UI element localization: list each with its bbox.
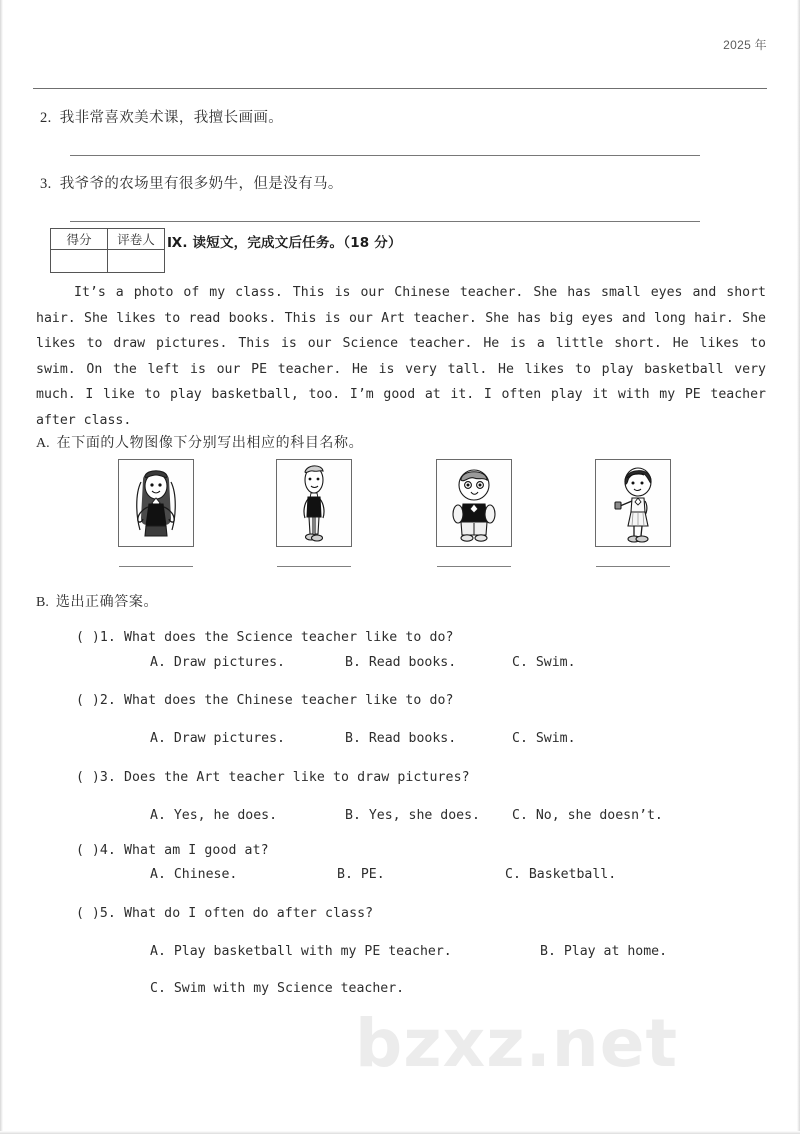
question-3-bracket[interactable]: ( ): [76, 770, 100, 785]
header-divider: [33, 88, 767, 89]
question-5-option-a[interactable]: A. Play basketball with my PE teacher.: [150, 944, 452, 959]
translation-item-3-text: 我爷爷的农场里有很多奶牛，但是没有马。: [59, 176, 343, 192]
answer-line-2[interactable]: [70, 155, 700, 156]
part-a-instruction: 在下面的人物图像下分别写出相应的科目名称。: [56, 435, 364, 451]
site-watermark: bzxz.net: [355, 1005, 679, 1082]
question-5-option-b[interactable]: B. Play at home.: [540, 944, 668, 959]
score-box-score-cell[interactable]: [51, 250, 108, 273]
translation-item-2-text: 我非常喜欢美术课，我擅长画画。: [59, 110, 284, 126]
question-4-option-b[interactable]: B. PE.: [337, 867, 385, 882]
question-1-option-a[interactable]: A. Draw pictures.: [150, 655, 285, 670]
question-4-option-a[interactable]: A. Chinese.: [150, 867, 238, 882]
question-5-bracket[interactable]: ( ): [76, 906, 100, 921]
question-5-line: [76, 906, 373, 921]
tall-thin-man-icon: [277, 460, 351, 546]
score-box-value-row: [51, 250, 165, 273]
question-4-option-c[interactable]: C. Basketball.: [505, 867, 617, 882]
question-3-line: [76, 770, 470, 785]
translation-item-3: [40, 172, 343, 193]
figure-box-4: [595, 459, 671, 547]
question-1-stem: What does the Science teacher like to do?: [123, 630, 454, 645]
figure-row: [118, 459, 688, 549]
figure-answer-blank-2[interactable]: [277, 566, 351, 567]
header-year-label: 2025 年: [723, 38, 767, 52]
part-b-letter: B.: [36, 595, 49, 610]
question-4-bracket[interactable]: ( ): [76, 843, 100, 858]
question-2-number: 2.: [99, 693, 116, 708]
question-3-number: 3.: [99, 770, 116, 785]
question-2-bracket[interactable]: ( ): [76, 693, 100, 708]
page-edge-left: [0, 0, 3, 1134]
question-1-number: 1.: [99, 630, 116, 645]
question-2-option-b[interactable]: B. Read books.: [345, 731, 457, 746]
figure-box-1: [118, 459, 194, 547]
question-3-stem: Does the Art teacher like to draw pictures?: [123, 770, 470, 785]
question-1-option-c[interactable]: C. Swim.: [512, 655, 576, 670]
question-4-number: 4.: [99, 843, 116, 858]
question-2-option-a[interactable]: A. Draw pictures.: [150, 731, 285, 746]
question-3-option-a[interactable]: A. Yes, he does.: [150, 808, 278, 823]
translation-item-2-number: 2.: [40, 110, 52, 126]
score-box-header-score: 得分: [51, 229, 108, 250]
question-3-option-c[interactable]: C. No, she doesn’t.: [512, 808, 663, 823]
figure-answer-blank-3[interactable]: [437, 566, 511, 567]
part-b-label: [36, 591, 158, 611]
girl-short-hair-skirt-icon: [596, 460, 670, 546]
question-2-option-c[interactable]: C. Swim.: [512, 731, 576, 746]
part-a-letter: A.: [36, 436, 50, 451]
woman-long-hair-icon: [119, 460, 193, 546]
question-1-option-b[interactable]: B. Read books.: [345, 655, 457, 670]
score-box-grader-cell[interactable]: [108, 250, 165, 273]
translation-item-3-number: 3.: [40, 176, 52, 192]
short-chubby-man-icon: [437, 460, 511, 546]
question-5-stem: What do I often do after class?: [123, 906, 374, 921]
part-a-label: [36, 432, 363, 452]
answer-line-3[interactable]: [70, 221, 700, 222]
question-2-line: [76, 693, 454, 708]
part-b-instruction: 选出正确答案。: [55, 594, 159, 610]
reading-passage: It’s a photo of my class. This is our Chinese teacher. She has small eyes and short hair. She likes to read books. This is our Art teacher. She has big eyes and long hair. She likes to draw pictures. This is our Science teacher. He is a little short. He likes to swim. On the left is our PE teacher. He is very tall. He likes to play basketball very much. I like to play basketball, too. I’m good at it. I often play it with my PE teacher after class.: [36, 285, 766, 428]
question-5-option-c[interactable]: C. Swim with my Science teacher.: [150, 981, 405, 996]
question-4-stem: What am I good at?: [123, 843, 269, 858]
figure-box-2: [276, 459, 352, 547]
score-box-table: [50, 228, 165, 273]
score-box-header-grader: 评卷人: [108, 229, 165, 250]
question-1-bracket[interactable]: ( ): [76, 630, 100, 645]
figure-answer-blank-1[interactable]: [119, 566, 193, 567]
figure-box-3: [436, 459, 512, 547]
figure-answer-blank-4[interactable]: [596, 566, 670, 567]
question-4-line: [76, 843, 269, 858]
section-title-reading: Ⅸ. 读短文，完成文后任务。（18 分）: [167, 235, 402, 251]
question-1-line: [76, 630, 454, 645]
question-3-option-b[interactable]: B. Yes, she does.: [345, 808, 480, 823]
score-box-header-row: [51, 229, 165, 250]
translation-item-2: [40, 106, 283, 127]
question-5-number: 5.: [99, 906, 116, 921]
question-2-stem: What does the Chinese teacher like to do?: [123, 693, 454, 708]
